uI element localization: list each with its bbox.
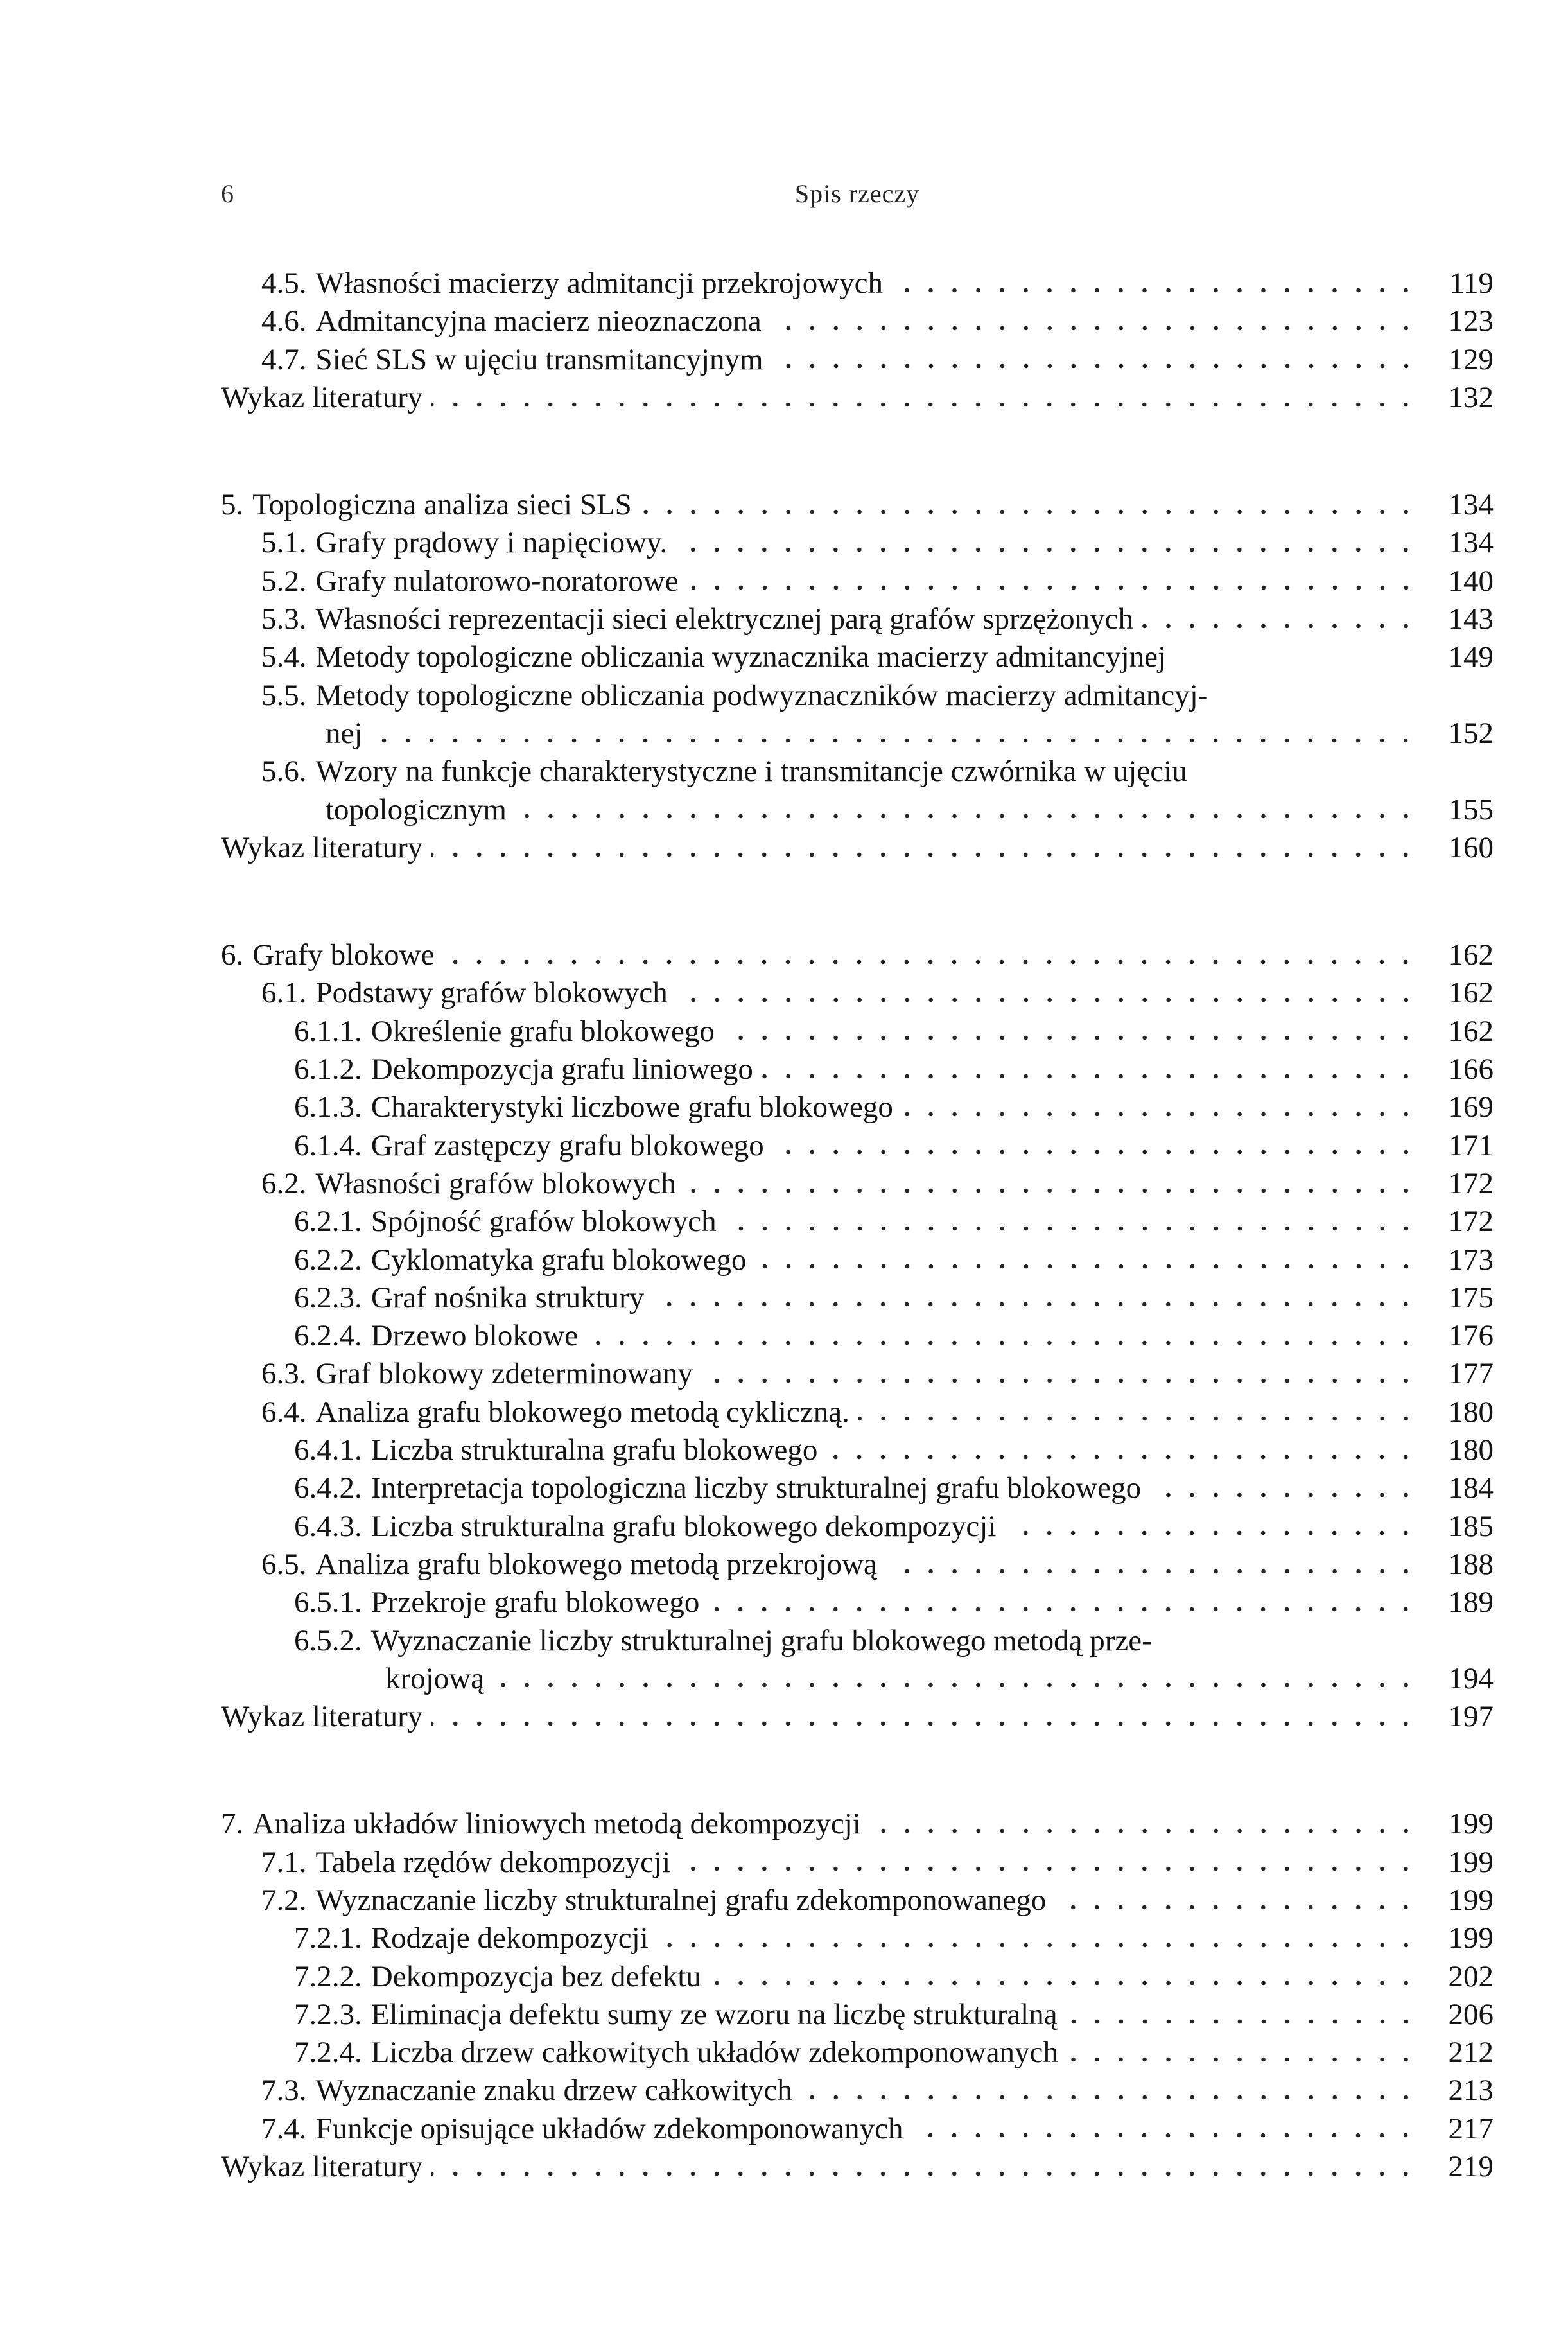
- toc-section: [221, 1805, 1494, 2186]
- entry-text: [294, 1958, 701, 1996]
- entry-page: 176: [1448, 1319, 1494, 1353]
- toc-entry: [221, 563, 1494, 600]
- entry-page: 175: [1448, 1280, 1494, 1315]
- toc-entry: [221, 486, 1494, 524]
- entry-title: Własności macierzy admitancji przekrojowych: [315, 267, 883, 300]
- entry-page: 199: [1448, 1883, 1494, 1917]
- toc-entry: [221, 1088, 1494, 1126]
- entry-text: [294, 1431, 817, 1469]
- dot-leader: [1067, 2018, 1418, 2025]
- entry-text: [294, 1127, 764, 1165]
- entry-title: Cyklomatyka grafu blokowego: [370, 1243, 747, 1277]
- toc-entry: [221, 1996, 1494, 2034]
- entry-page: 162: [1448, 938, 1494, 972]
- page-number: 6: [221, 179, 234, 208]
- toc-section: [221, 265, 1494, 417]
- entry-text: [294, 1508, 996, 1546]
- dot-leader: [685, 1187, 1418, 1194]
- entry-text: [221, 486, 632, 524]
- toc-entry: [221, 1431, 1494, 1469]
- entry-text: [261, 1355, 693, 1393]
- entry-number: 6.5.1.: [294, 1586, 362, 1620]
- entry-page: 166: [1448, 1053, 1494, 1087]
- entry-text: [294, 1584, 699, 1621]
- entry-page: 172: [1448, 1166, 1494, 1200]
- toc-entry: [221, 1844, 1494, 1882]
- entry-page: 134: [1448, 526, 1494, 560]
- dot-leader: [431, 2170, 1418, 2178]
- entry-number: 6.2.1.: [294, 1205, 362, 1239]
- entry-number: 6.4.1.: [294, 1433, 362, 1467]
- dot-leader: [902, 1110, 1418, 1118]
- entry-number: 7.2.3.: [294, 1997, 362, 2031]
- toc-entry: [221, 1622, 1494, 1660]
- entry-text: [261, 1165, 676, 1203]
- entry-text: [294, 1051, 753, 1088]
- entry-number: 6.1.1.: [294, 1014, 362, 1048]
- entry-title: Spójność grafów blokowych: [370, 1205, 717, 1239]
- entry-text: [261, 265, 883, 302]
- entry-number: 5.2.: [261, 564, 307, 598]
- entry-page: 184: [1448, 1471, 1494, 1505]
- dot-leader: [771, 324, 1418, 332]
- toc-entry: [221, 524, 1494, 562]
- dot-leader: [679, 1865, 1418, 1873]
- entry-title: Funkcje opisujące układów zdekomponowanych: [315, 2111, 903, 2146]
- toc-section: [221, 486, 1494, 867]
- entry-number: 5.1.: [261, 526, 307, 560]
- dot-leader: [892, 286, 1418, 294]
- dot-leader: [587, 1339, 1418, 1347]
- entry-number: 7.1.: [261, 1845, 307, 1879]
- entry-title: Podstawy grafów blokowych: [315, 976, 668, 1010]
- entry-title: Wyznaczanie liczby strukturalnej grafu zdekomponowanego: [315, 1883, 1047, 1917]
- entry-number: 6.5.2.: [294, 1623, 362, 1657]
- entry-text: [261, 524, 667, 562]
- toc-entry: [221, 1805, 1494, 1843]
- dot-leader: [724, 1034, 1418, 1042]
- entry-title: Sieć SLS w ujęciu transmitancyjnym: [315, 342, 763, 376]
- entry-page: 132: [1448, 380, 1494, 414]
- entry-number: 6.3.: [261, 1357, 307, 1391]
- toc-entry: [221, 1203, 1494, 1241]
- toc-entry: [221, 1127, 1494, 1165]
- dot-leader: [912, 2131, 1418, 2139]
- dot-leader: [431, 1720, 1418, 1727]
- entry-title-continuation: krojową: [385, 1661, 485, 1695]
- dot-leader: [688, 584, 1418, 591]
- toc-entry: [221, 600, 1494, 638]
- toc-entry: [221, 1355, 1494, 1393]
- entry-number: 5.6.: [261, 755, 307, 789]
- entry-text: [221, 936, 434, 974]
- entry-page: 152: [1448, 716, 1494, 750]
- toc-entry: [221, 1279, 1494, 1317]
- entry-text: [261, 638, 1166, 676]
- entry-page: 185: [1448, 1509, 1494, 1543]
- entry-text: [294, 1013, 715, 1051]
- dot-leader: [653, 1300, 1418, 1308]
- entry-page: 143: [1448, 602, 1494, 636]
- entry-number: 5.5.: [261, 678, 307, 712]
- entry-page: 149: [1448, 640, 1494, 674]
- entry-text: [294, 1317, 578, 1355]
- toc-entry: [221, 638, 1494, 676]
- toc-entry: [221, 936, 1494, 974]
- toc-entry: [221, 1546, 1494, 1584]
- entry-page: 169: [1448, 1090, 1494, 1124]
- entry-text: [294, 1996, 1058, 2034]
- dot-leader: [1142, 622, 1418, 630]
- entry-title: Admitancyjna macierz nieoznaczona: [315, 304, 762, 338]
- entry-page: 123: [1448, 304, 1494, 338]
- entry-number: 6.4.3.: [294, 1509, 362, 1543]
- entry-title: Eliminacja defektu sumy ze wzoru na liczbę strukturalną: [370, 1997, 1058, 2031]
- toc-entry: [221, 379, 1494, 417]
- entry-text: [261, 563, 679, 600]
- entry-title: Graf zastępczy grafu blokowego: [370, 1128, 764, 1162]
- entry-page: 162: [1448, 1014, 1494, 1048]
- entry-page: 199: [1448, 1921, 1494, 1955]
- entry-page: 140: [1448, 564, 1494, 598]
- entry-number: 6.4.: [261, 1395, 307, 1429]
- entry-page: 206: [1448, 1997, 1494, 2031]
- entry-text: [261, 753, 1187, 791]
- entry-title: Grafy nulatorowo-noratorowe: [315, 564, 679, 598]
- entry-page: 188: [1448, 1547, 1494, 1581]
- dot-leader: [1055, 1903, 1418, 1911]
- toc-entry: [221, 2110, 1494, 2148]
- toc-entry: [221, 265, 1494, 302]
- dot-leader: [371, 737, 1418, 744]
- entry-page: 212: [1448, 2036, 1494, 2070]
- entry-title: Topologiczna analiza sieci SLS: [252, 488, 632, 522]
- entry-title: Drzewo blokowe: [370, 1319, 579, 1353]
- entry-title: Określenie grafu blokowego: [370, 1014, 715, 1048]
- entry-title: Rodzaje dekompozycji: [370, 1921, 649, 1955]
- toc-entry-continuation: [221, 715, 1494, 753]
- entry-text: [221, 379, 422, 417]
- entry-page: 173: [1448, 1243, 1494, 1277]
- entry-page: 180: [1448, 1395, 1494, 1429]
- toc-entry: [221, 829, 1494, 867]
- toc-entry: [221, 1584, 1494, 1621]
- entry-page: 155: [1448, 792, 1494, 826]
- entry-number: 7.4.: [261, 2111, 307, 2146]
- entry-title: Analiza układów liniowych metodą dekompozycji: [252, 1807, 861, 1841]
- dot-leader: [773, 1148, 1418, 1156]
- entry-title: Przekroje grafu blokowego: [370, 1586, 700, 1620]
- entry-number: 7.2.2.: [294, 1959, 362, 1993]
- dot-leader: [826, 1453, 1418, 1461]
- entry-number: 7.2.4.: [294, 2036, 362, 2070]
- dot-leader: [886, 1568, 1418, 1575]
- entry-text: [294, 1241, 747, 1279]
- entry-title: Dekompozycja bez defektu: [370, 1959, 701, 1993]
- entry-page: 197: [1448, 1700, 1494, 1734]
- toc-entry-continuation: [221, 791, 1494, 829]
- entry-number: 7.: [221, 1807, 244, 1841]
- entry-title: Tabela rzędów dekompozycji: [315, 1845, 671, 1879]
- running-header: [221, 175, 1494, 213]
- toc-entry: [221, 1508, 1494, 1546]
- dot-leader: [641, 508, 1418, 516]
- entry-title: Liczba drzew całkowitych układów zdekomponowanych: [370, 2036, 1058, 2070]
- entry-text: [221, 829, 422, 867]
- entry-text: [294, 1469, 1141, 1507]
- entry-text: [261, 341, 763, 379]
- table-of-contents: [221, 265, 1494, 2186]
- entry-text: [261, 974, 668, 1012]
- toc-entry: [221, 1958, 1494, 1996]
- entry-page: 199: [1448, 1845, 1494, 1879]
- dot-leader: [1150, 1491, 1418, 1499]
- dot-leader: [726, 1225, 1418, 1232]
- entry-number: 7.2.: [261, 1883, 307, 1917]
- entry-text: [294, 1919, 649, 1957]
- toc-entry: [221, 2148, 1494, 2186]
- entry-title: Wyznaczanie znaku drzew całkowitych: [315, 2074, 792, 2108]
- entry-page: 162: [1448, 976, 1494, 1010]
- entry-number: 4.6.: [261, 304, 307, 338]
- toc-entry: [221, 1241, 1494, 1279]
- entry-page: 160: [1448, 830, 1494, 864]
- entry-number: 6.1.3.: [294, 1090, 362, 1124]
- entry-page: 129: [1448, 342, 1494, 376]
- entry-text: [294, 1088, 893, 1126]
- entry-title: Własności reprezentacji sieci elektrycznej parą grafów sprzężonych: [315, 602, 1134, 636]
- toc-entry-continuation: [221, 1660, 1494, 1698]
- entry-title: Wykaz literatury: [221, 380, 423, 414]
- entry-title: Analiza grafu blokowego metodą przekrojową: [315, 1547, 877, 1581]
- entry-number: 5.4.: [261, 640, 307, 674]
- entry-title: Własności grafów blokowych: [315, 1166, 676, 1200]
- entry-title: Wzory na funkcje charakterystyczne i transmitancje czwórnika w ujęciu: [315, 755, 1187, 789]
- entry-page: 189: [1448, 1586, 1494, 1620]
- entry-title: Grafy prądowy i napięciowy.: [315, 526, 668, 560]
- dot-leader: [762, 1072, 1418, 1080]
- toc-entry: [221, 2034, 1494, 2072]
- entry-text: [261, 1882, 1046, 1919]
- entry-page: 134: [1448, 488, 1494, 522]
- entry-number: 7.2.1.: [294, 1921, 362, 1955]
- toc-entry: [221, 341, 1494, 379]
- entry-text: [261, 1394, 849, 1431]
- entry-title: Graf nośnika struktury: [370, 1280, 645, 1315]
- dot-leader: [677, 996, 1418, 1004]
- toc-entry: [221, 1317, 1494, 1355]
- entry-number: 6.1.: [261, 976, 307, 1010]
- entry-text: [221, 2148, 422, 2186]
- entry-text: [261, 302, 762, 340]
- entry-title: Graf blokowy zdeterminowany: [315, 1357, 693, 1391]
- dot-leader: [710, 1979, 1418, 1987]
- entry-text: [221, 1698, 422, 1736]
- entry-number: 5.3.: [261, 602, 307, 636]
- dot-leader: [493, 1681, 1418, 1689]
- entry-title: Dekompozycja grafu liniowego: [370, 1053, 753, 1087]
- running-title: Spis rzeczy: [794, 179, 920, 208]
- entry-text: [294, 1203, 717, 1241]
- entry-text: [261, 600, 1133, 638]
- dot-leader: [516, 812, 1418, 820]
- dot-leader: [658, 1941, 1418, 1949]
- entry-title: Liczba strukturalna grafu blokowego: [370, 1433, 818, 1467]
- toc-entry: [221, 1469, 1494, 1507]
- dot-leader: [801, 2093, 1418, 2101]
- entry-page: 217: [1448, 2111, 1494, 2146]
- entry-title: Charakterystyki liczbowe grafu blokowego: [370, 1090, 893, 1124]
- dot-leader: [702, 1377, 1418, 1385]
- dot-leader: [870, 1827, 1418, 1835]
- entry-number: 4.7.: [261, 342, 307, 376]
- toc-entry: [221, 1013, 1494, 1051]
- entry-number: 6.2.: [261, 1166, 307, 1200]
- entry-text: [294, 2034, 1058, 2072]
- dot-leader: [443, 958, 1418, 966]
- entry-page: 171: [1448, 1128, 1494, 1162]
- entry-title: Analiza grafu blokowego metodą cykliczną.: [315, 1395, 849, 1429]
- toc-entry: [221, 753, 1494, 791]
- dot-leader: [1067, 2056, 1418, 2063]
- toc-section: [221, 936, 1494, 1736]
- dot-leader: [772, 362, 1418, 370]
- entry-number: 6.4.2.: [294, 1471, 362, 1505]
- toc-entry: [221, 2072, 1494, 2110]
- toc-entry: [221, 974, 1494, 1012]
- toc-entry: [221, 1698, 1494, 1736]
- dot-leader: [756, 1263, 1418, 1270]
- entry-page: 202: [1448, 1959, 1494, 1993]
- entry-text: [294, 1279, 644, 1317]
- toc-entry: [221, 1919, 1494, 1957]
- entry-title: Wykaz literatury: [221, 830, 423, 864]
- entry-text: [261, 2110, 903, 2148]
- entry-text: [261, 677, 1208, 715]
- entry-text: [261, 1546, 877, 1584]
- entry-page: 213: [1448, 2074, 1494, 2108]
- entry-title: Liczba strukturalna grafu blokowego dekompozycji: [370, 1509, 997, 1543]
- entry-page: 172: [1448, 1205, 1494, 1239]
- entry-number: 7.3.: [261, 2074, 307, 2108]
- entry-number: 6.1.4.: [294, 1128, 362, 1162]
- toc-entry: [221, 302, 1494, 340]
- entry-number: 6.2.4.: [294, 1319, 362, 1353]
- dot-leader: [676, 546, 1418, 554]
- toc-entry: [221, 1394, 1494, 1431]
- entry-text: [261, 2072, 792, 2110]
- entry-number: 6.2.3.: [294, 1280, 362, 1315]
- dot-leader: [858, 1415, 1418, 1422]
- entry-title: Wykaz literatury: [221, 1700, 423, 1734]
- dot-leader: [708, 1605, 1418, 1613]
- entry-number: 4.5.: [261, 267, 307, 300]
- entry-title-continuation: topologicznym: [326, 792, 507, 826]
- entry-title: Wykaz literatury: [221, 2150, 423, 2184]
- entry-title: Metody topologiczne obliczania podwyznaczników macierzy admitancyj-: [315, 678, 1208, 712]
- toc-entry: [221, 1165, 1494, 1203]
- entry-page: 194: [1448, 1661, 1494, 1695]
- entry-page: 199: [1448, 1807, 1494, 1841]
- toc-entry: [221, 1051, 1494, 1088]
- entry-page: 177: [1448, 1357, 1494, 1391]
- dot-leader: [1005, 1529, 1418, 1537]
- entry-text: [261, 1844, 670, 1882]
- entry-number: 6.2.2.: [294, 1243, 362, 1277]
- toc-entry: [221, 1882, 1494, 1919]
- entry-number: 5.: [221, 488, 244, 522]
- entry-text: [221, 1805, 861, 1843]
- entry-number: 6.: [221, 938, 244, 972]
- entry-title: Metody topologiczne obliczania wyznacznika macierzy admitancyjnej: [315, 640, 1167, 674]
- toc-entry: [221, 677, 1494, 715]
- entry-title: Grafy blokowe: [252, 938, 435, 972]
- entry-number: 6.5.: [261, 1547, 307, 1581]
- dot-leader: [431, 851, 1418, 859]
- entry-page: 180: [1448, 1433, 1494, 1467]
- entry-page: 119: [1449, 267, 1494, 300]
- entry-page: 219: [1448, 2150, 1494, 2184]
- entry-title: Wyznaczanie liczby strukturalnej grafu blokowego metodą prze-: [370, 1623, 1152, 1657]
- entry-title: Interpretacja topologiczna liczby strukturalnej grafu blokowego: [370, 1471, 1142, 1505]
- dot-leader: [431, 401, 1418, 408]
- entry-title-continuation: nej: [326, 716, 363, 750]
- entry-text: [294, 1622, 1152, 1660]
- entry-number: 6.1.2.: [294, 1053, 362, 1087]
